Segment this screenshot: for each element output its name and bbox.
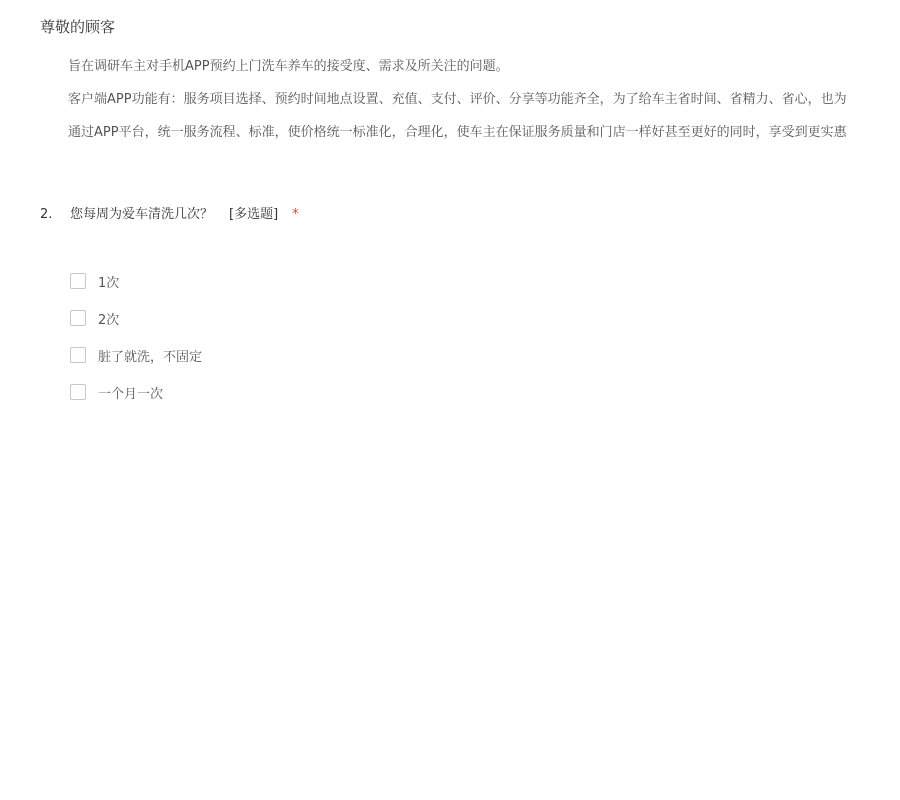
option-4[interactable] xyxy=(70,383,202,401)
checkbox[interactable] xyxy=(70,273,86,289)
option-label: 脏了就洗，不固定 xyxy=(98,349,203,365)
survey-greeting: 尊敬的顾客 xyxy=(40,18,116,36)
option-label: 2次 xyxy=(98,312,120,328)
survey-intro xyxy=(68,58,900,157)
checkbox[interactable] xyxy=(70,310,86,326)
intro-paragraph: 客户端APP功能有：服务项目选择、预约时间地点设置、充值、支付、评价、分享等功能齐全，为了给车主省时间、省精力、省心，也为 xyxy=(68,92,847,107)
option-1[interactable] xyxy=(70,272,202,290)
option-label: 一个月一次 xyxy=(98,386,164,402)
intro-paragraph: 通过APP平台，统一服务流程、标准，使价格统一标准化，合理化，使车主在保证服务质量和门店一样好甚至更好的同时，享受到更实惠 xyxy=(68,125,847,140)
intro-paragraph: 旨在调研车主对手机APP预约上门洗车养车的接受度、需求及所关注的问题。 xyxy=(68,59,509,74)
question-text: 您每周为爱车清洗几次？ xyxy=(70,207,214,222)
option-list xyxy=(70,272,202,420)
required-marker: * xyxy=(292,207,299,222)
checkbox[interactable] xyxy=(70,384,86,400)
option-2[interactable] xyxy=(70,309,202,327)
question-type-badge: [多选题] xyxy=(229,207,279,222)
question-title xyxy=(40,203,299,222)
option-label: 1次 xyxy=(98,275,120,291)
checkbox[interactable] xyxy=(70,347,86,363)
option-3[interactable] xyxy=(70,346,202,364)
question-number: 2. xyxy=(40,207,53,222)
